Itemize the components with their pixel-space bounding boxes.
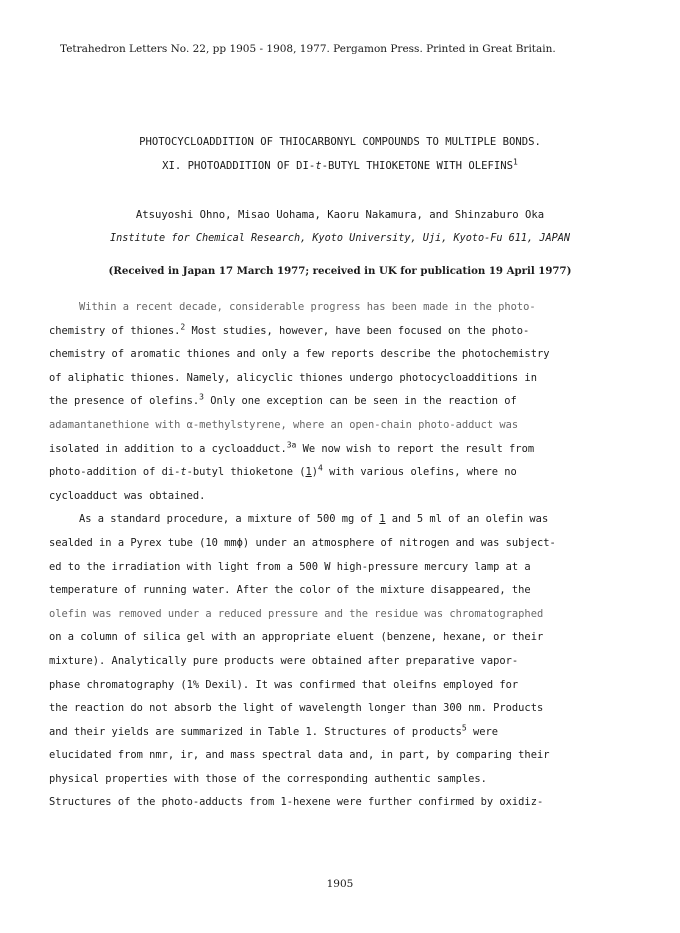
text-line: temperature of running water. After the color of the mixture disappeared, the xyxy=(49,584,531,597)
text-line: adamantanethione with α-methylstyrene, where an open-chain photo-adduct was xyxy=(49,418,519,431)
text-line: Structures of the photo-adducts from 1-hexene were further confirmed by oxidiz- xyxy=(49,796,544,809)
text-line: olefin was removed under a reduced pressure and the residue was chromatographed xyxy=(49,607,544,620)
text-line: Within a recent decade, considerable progress has been made in the photo- xyxy=(79,301,536,313)
text-span: were xyxy=(466,725,498,738)
compound-number: 1 xyxy=(305,466,312,479)
text-line: sealded in a Pyrex tube (10 mmϕ) under an atmosphere of nitrogen and was subject- xyxy=(49,536,556,549)
received-dates: (Received in Japan 17 March 1977; received in UK for publication 19 April 1977) xyxy=(108,265,572,277)
footnote-ref: 1 xyxy=(512,157,518,167)
text-line: elucidated from nmr, ir, and mass spectral data and, in part, by comparing their xyxy=(49,749,550,762)
text-line: on a column of silica gel with an appropriate eluent (benzene, hexane, or their xyxy=(49,631,544,644)
text-line xyxy=(49,438,649,462)
text-span: Most studies, however, have been focused on the photo- xyxy=(185,324,530,337)
text-line xyxy=(49,320,649,344)
text-span: photo-addition of di- xyxy=(49,466,181,479)
footnote-ref: 4 xyxy=(318,463,323,473)
footnote-ref: 5 xyxy=(461,723,467,733)
text-span: ) xyxy=(311,466,319,479)
text-span: As a standard procedure, a mixture of 500 mg of xyxy=(79,513,380,526)
text-line: physical properties with those of the corresponding authentic samples. xyxy=(49,772,487,785)
affiliation: Institute for Chemical Research, Kyoto University, Uji, Kyoto-Fu 611, JAPAN xyxy=(109,233,570,244)
text-line: mixture). Analytically pure products were obtained after preparative vapor- xyxy=(49,654,519,667)
italic-t: t xyxy=(180,466,187,479)
paragraph-1 xyxy=(49,296,649,508)
text-span: and their yields are summarized in Table 1. Structures of products xyxy=(49,725,462,738)
text-line: of aliphatic thiones. Namely, alicyclic thiones undergo photocycloadditions in xyxy=(49,371,537,384)
text-line: the reaction do not absorb the light of wavelength longer than 300 nm. Products xyxy=(49,702,544,715)
article-body xyxy=(49,296,649,815)
paragraph-2 xyxy=(49,508,649,815)
text-line: phase chromatography (1% Dexil). It was confirmed that oleifns employed for xyxy=(49,678,519,691)
text-line: ed to the irradiation with light from a 500 W high-pressure mercury lamp at a xyxy=(49,560,531,573)
title-text: -BUTYL THIOKETONE WITH OLEFINS xyxy=(321,160,513,172)
title-italic-t: t xyxy=(315,160,322,172)
text-span: -butyl thioketone ( xyxy=(186,466,306,479)
text-span: We now wish to report the result from xyxy=(296,442,535,455)
text-span: chemistry of thiones. xyxy=(49,324,181,337)
title-text: XI. PHOTOADDITION OF DI- xyxy=(162,160,316,172)
article-title-line-1: PHOTOCYCLOADDITION OF THIOCARBONYL COMPOUNDS TO MULTIPLE BONDS. xyxy=(139,136,541,148)
text-line xyxy=(49,721,649,745)
author-list: Atsuyoshi Ohno, Misao Uohama, Kaoru Nakamura, and Shinzaburo Oka xyxy=(135,209,545,221)
text-line xyxy=(49,461,649,485)
text-line: chemistry of aromatic thiones and only a few reports describe the photochemistry xyxy=(49,348,550,361)
text-span: and 5 ml of an olefin was xyxy=(385,513,549,526)
text-line: cycloadduct was obtained. xyxy=(49,489,206,502)
text-span: with various olefins, where no xyxy=(322,466,517,479)
page-number: 1905 xyxy=(326,878,354,890)
text-span: Only one exception can be seen in the reaction of xyxy=(203,395,517,408)
text-span: the presence of olefins. xyxy=(49,395,200,408)
compound-number: 1 xyxy=(379,513,386,526)
text-span: isolated in addition to a cycloadduct. xyxy=(49,442,287,455)
journal-citation: Tetrahedron Letters No. 22, pp 1905 - 1908, 1977. Pergamon Press. Printed in Great Britain. xyxy=(60,43,556,55)
text-line xyxy=(49,508,649,532)
footnote-ref: 3a xyxy=(286,440,297,450)
text-line xyxy=(49,390,649,414)
article-title-line-2 xyxy=(0,157,680,172)
footnote-ref: 3 xyxy=(199,392,204,402)
footnote-ref: 2 xyxy=(180,322,186,332)
